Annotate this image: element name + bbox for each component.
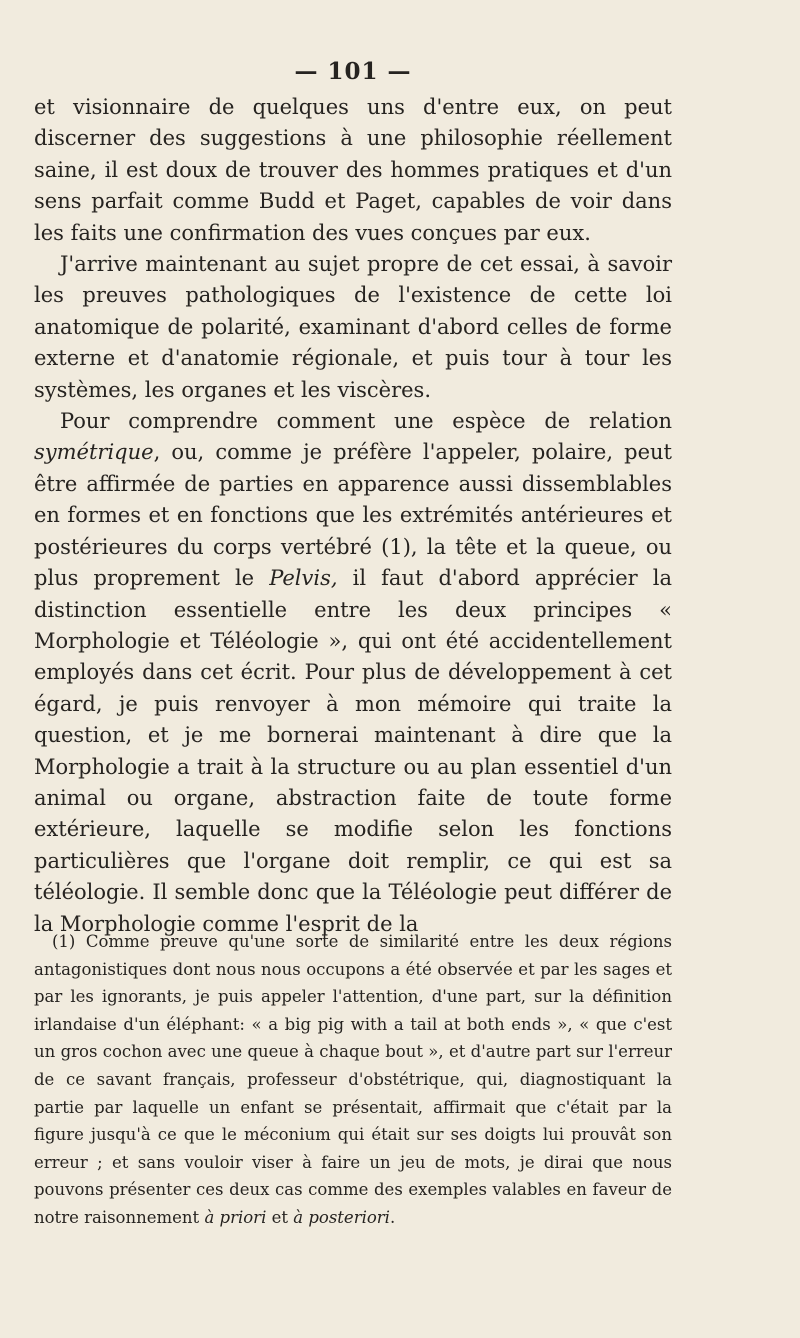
footnote-1 [34,928,672,1232]
italic-term: à posteriori [293,1207,390,1227]
italic-term: à priori [204,1207,267,1227]
paragraph-text: il faut d'abord apprécier la distinction essentielle entre les deux principes « Morphologie et Téléologie », qui ont été accidentellement employés dans cet écrit. Pour plus de développement à cet égard, je puis renvoyer à mon mémoire qui traite la question, et je me bornerai maintenant à dire que la Morphologie a trait à la structure ou au plan essentiel d'un animal ou organe, abstraction faite de toute forme extérieure, laquelle se modifie selon les fonctions particulières que l'organe doit remplir, ce qui est sa téléologie. Il semble donc que la Téléologie peut différer de la Morphologie comme l'esprit de la [34,566,672,936]
paragraph-subject: J'arrive maintenant au sujet propre de cet essai, à savoir les preuves pathologiques de l'existence de cette loi anatomique de polarité, examinant d'abord celles de forme externe et d'anatomie régionale, et puis tour à tour les systèmes, les organes et les viscères. [34,252,672,402]
footnote-text: et [266,1207,294,1227]
italic-term: Pelvis, [269,566,338,591]
paragraph-text: Pour comprendre comment une espèce de relation [60,409,672,434]
page-number: — 101 — [294,58,412,85]
footnotes [34,928,672,1232]
body-text [34,92,672,940]
paragraph-morphology [34,406,672,940]
paragraph-continued: et visionnaire de quelques uns d'entre eux, on peut discerner des suggestions à une philosophie réellement saine, il est doux de trouver des hommes pratiques et d'un sens parfait comme Budd et Paget, capables de voir dans les faits une confirmation des vues conçues par eux. [34,95,672,245]
footnote-text: (1) Comme preuve qu'une sorte de similarité entre les deux régions antagonistiques dont nous nous occupons a été observée et par les sages et par les ignorants, je puis appeler l'attention, d'une part, sur la définition irlandaise d'un éléphant: « a big pig with a tail at both ends », « que c'est un gros cochon avec une queue à chaque bout », et d'autre part sur l'erreur de ce savant français, professeur d'obstétrique, qui, diagnostiquant la partie par laquelle un enfant se présentait, affirmait que c'était par la figure jusqu'à ce que le méconium qui était sur ses doigts lui prouvât son erreur ; et sans vouloir viser à faire un jeu de mots, je dirai que nous pouvons présenter ces deux cas comme des exemples valables en faveur de notre raisonnement [34,932,672,1227]
footnote-text: . [389,1207,396,1227]
italic-term: symétrique [34,440,154,465]
paragraph-text: , ou, comme je préfère l'appeler, polaire, peut être affirmée de parties en apparence aussi dissemblables en formes et en fonctions que les extrémités antérieures et postérieures du corps vertébré (1), la tête et la queue, ou plus proprement le [34,440,672,591]
